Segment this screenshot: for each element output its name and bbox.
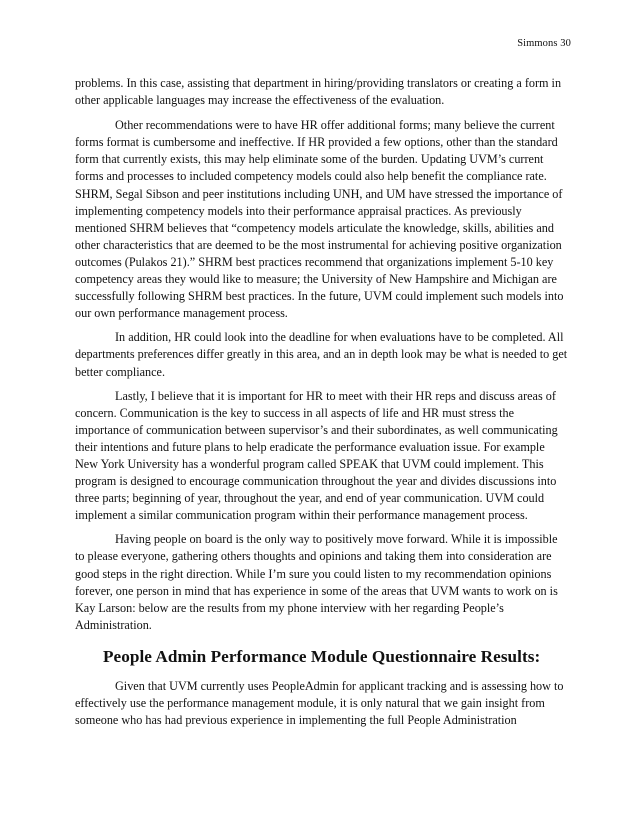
paragraph-forms-recommendation: Other recommendations were to have HR offer additional forms; many believe the current forms format is cumbersome and ineffective. If HR provided a few options, other than the standard form that currently exists, this may help eliminate some of the burden. Updating UVM’s current forms and processes to included competency models could also help benefit the compliance rate. SHRM, Segal Sibson and peer institutions including UNH, and UM have stressed the importance of implementing competency models into their performance appraisal practices. As previously mentioned SHRM believes that “competency models articulate the knowledge, skills, abilities and other characteristics that are deemed to be the most instrumental for achieving positive organization outcomes (Pulakos 21).” SHRM best practices recommend that organizations implement 5-10 key competency areas they would like to measure; the University of New Hampshire and Michigan are successfully following SHRM best practices. In the future, UVM could implement such models into our own performance management process.: [75, 118, 564, 321]
paragraph-peopleadmin: Given that UVM currently uses PeopleAdmin for applicant tracking and is assessing how to effectively use the performance management module, it is only natural that we gain insight from someone who has had previous experience in implementing the full People Administration: [75, 678, 564, 728]
paragraph-deadline: In addition, HR could look into the deadline for when evaluations have to be completed. All departments preferences differ greatly in this area, and an in depth look may be what is needed to get better compliance.: [75, 330, 568, 379]
paragraph-people-on-board: Having people on board is the only way to positively move forward. While it is impossible to please everyone, gathering others thoughts and opinions and taking them into consideration are good steps in the right direction. While I’m sure you could listen to my recommendation opinions forever, one person in mind that has experience in some of the areas that UVM wants to work on is Kay Larson: below are the results from my phone interview with her regarding People’s Administration.: [75, 532, 558, 632]
document-body: [75, 75, 568, 736]
running-head: Simmons 30: [517, 38, 571, 49]
paragraph-continuation: problems. In this case, assisting that department in hiring/providing translators or creating a form in other applicable languages may increase the effectiveness of the evaluation.: [75, 76, 562, 108]
paragraph-communication: Lastly, I believe that it is important for HR to meet with their HR reps and discuss areas of concern. Communication is the key to success in all aspects of life and HR must stress the importance of communication between supervisor’s and their subordinates, as well communicating their intentions and future plans to help eradicate the performance evaluation issue. For example New York University has a wonderful program called SPEAK that UVM could implement. This program is designed to encourage communication throughout the year and divides discussions into three parts; beginning of year, throughout the year, and end of year communication. UVM could implement a similar communication program within their performance management process.: [75, 388, 558, 523]
section-heading: People Admin Performance Module Questionnaire Results:: [103, 646, 541, 666]
